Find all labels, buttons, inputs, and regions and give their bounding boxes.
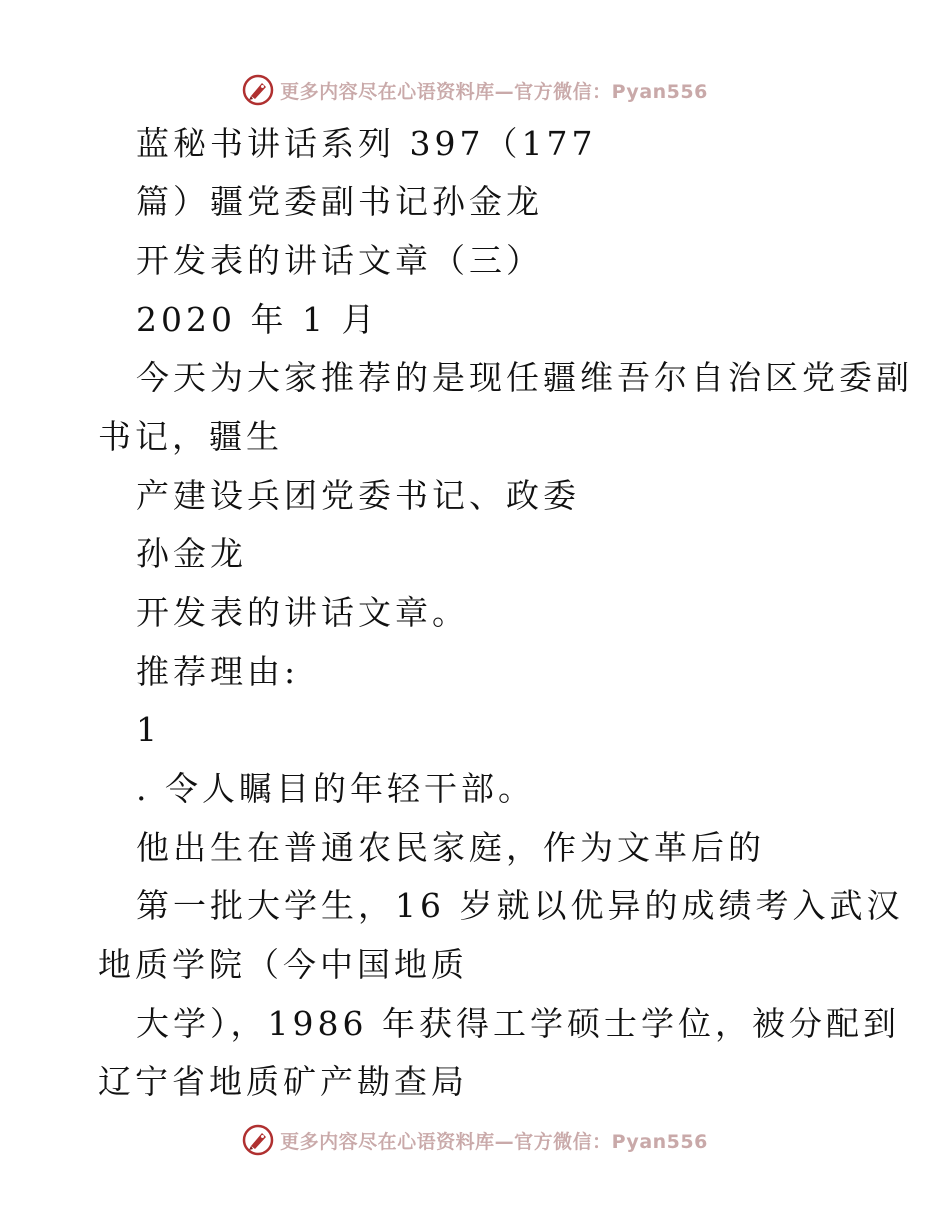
text-line: 孙金龙 xyxy=(136,534,247,573)
text-line: 地质学院（今中国地质 xyxy=(98,945,468,984)
text-line: 他出生在普通农民家庭，作为文革后的 xyxy=(136,828,765,867)
header-watermark-banner xyxy=(0,70,950,110)
text-line: 开发表的讲话文章。 xyxy=(136,593,469,632)
text-line: 第一批大学生，16 岁就以优异的成绩考入武汉 xyxy=(136,886,904,925)
text-line: 书记，疆生 xyxy=(98,417,283,456)
text-line: . 令人瞩目的年轻干部。 xyxy=(136,769,535,808)
text-line: 篇）疆党委副书记孙金龙 xyxy=(136,182,543,221)
text-line: 2020 年 1 月 xyxy=(136,300,379,339)
watermark-text: 更多内容尽在心语资料库—官方微信：Pyan556 xyxy=(280,80,708,103)
pen-nib-seal-icon xyxy=(242,1124,274,1156)
text-line: 推荐理由: xyxy=(136,652,300,691)
text-line: 今天为大家推荐的是现任疆维吾尔自治区党委副 xyxy=(136,358,913,397)
text-line: 蓝秘书讲话系列 397（177 xyxy=(136,124,597,163)
text-line: 大学），1986 年获得工学硕士学位，被分配到 xyxy=(136,1004,900,1043)
text-line: 开发表的讲话文章（三） xyxy=(136,241,543,280)
pen-nib-seal-icon xyxy=(242,74,274,106)
text-line: 产建设兵团党委书记、政委 xyxy=(136,476,580,515)
text-line: 1 xyxy=(136,710,161,749)
text-line: 辽宁省地质矿产勘查局 xyxy=(98,1062,468,1101)
watermark-text: 更多内容尽在心语资料库—官方微信：Pyan556 xyxy=(280,1130,708,1153)
footer-watermark-banner xyxy=(0,1120,950,1160)
